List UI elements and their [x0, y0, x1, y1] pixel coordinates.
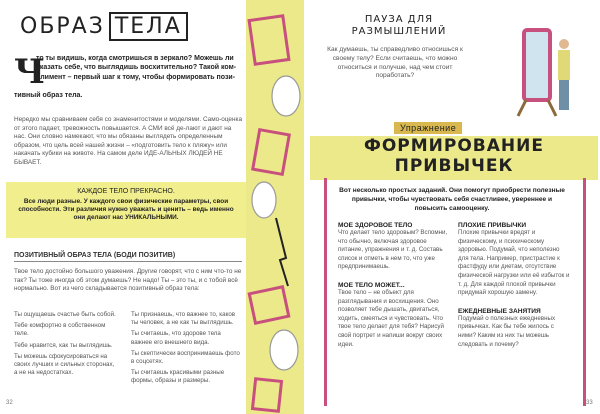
title-word-1: ОБРАЗ	[20, 14, 105, 39]
exercise-column-1	[338, 222, 448, 349]
left-page	[0, 0, 246, 414]
page-number-left: 32	[6, 400, 13, 406]
highlight-title: КАЖДОЕ ТЕЛО ПРЕКРАСНО.	[77, 188, 175, 195]
list-item: Ты признаешь, что важнее то, каков ты человек, а не как ты выглядишь.	[131, 311, 236, 327]
intro-line: то ты видишь, когда смотришься в зеркало? Можешь ли	[36, 55, 234, 62]
pause-title: ПАУЗА ДЛЯ РАЗМЫШЛЕНИЙ	[351, 14, 447, 37]
drop-cap: Ч	[14, 52, 46, 92]
list-item: Ты можешь сфокусироваться на своих лучших и сильных сторонах, а не на недостатках.	[14, 352, 115, 377]
exercise-title: ФОРМИРОВАНИЕ ПРИВЫЧЕК	[363, 136, 544, 176]
list-item: Ты считаешь, что здорове тела важнее его внешнего вида.	[131, 330, 221, 346]
task-heading: ЕЖЕДНЕВНЫЕ ЗАНЯТИЯ	[458, 307, 541, 315]
intro-last-line: тивный образ тела.	[14, 92, 83, 99]
section-divider	[14, 261, 242, 262]
list-item: Тебе комфортно в собственном теле.	[14, 322, 106, 338]
exercise-intro: Вот несколько простых заданий. Они помогут приобрести полезные привычки, чтобы чувствовать себя счастливее, увереннее и повысить самооценку.	[339, 187, 565, 212]
bullet-column-2	[131, 311, 241, 389]
intro-text	[36, 54, 242, 82]
pause-body: Как думаешь, ты справедливо относишься к своему телу? Если считаешь, что можно относиться и получше, над чем стоит поработать?	[327, 46, 463, 80]
section-heading: ПОЗИТИВНЫЙ ОБРАЗ ТЕЛА (БОДИ ПОЗИТИВ)	[14, 252, 176, 259]
bullet-column-1	[14, 311, 118, 380]
list-item: Тебе нравится, как ты выглядишь.	[14, 341, 113, 349]
page-number-right: 33	[586, 400, 593, 406]
body-paragraph-2: Твое тело достойно большого уважения. Другие говорят, что с ним что-то не так? Ты тоже иногда об этом думаешь? Не надо! Ты – это ты, и с тобой всё нормально. Вот из чего складывается позитивный образ тела:	[14, 268, 242, 293]
list-item: Ты считаешь красивыми разные формы, образы и размеры.	[131, 369, 225, 385]
exercise-column-2	[458, 222, 570, 349]
list-item: Ты скептически воспринимаешь фото в соцсетях.	[131, 349, 240, 366]
mirror-illustration	[504, 20, 584, 120]
intro-line: сказать себе, что выглядишь восхитительно? Такой ком-	[36, 64, 237, 72]
task-heading: МОЕ ТЕЛО МОЖЕТ...	[338, 281, 405, 289]
decorative-strip	[246, 0, 304, 414]
task-body: Плохие привычки вредят и физическому, и психическому здоровью. Подумай, что неполезно для тела. Например, пристрастие к фастфуду или диетам, отсутствие физической нагрузки или её избыток и т. д. Для каждой плохой привычки придумай хорошую замену.	[458, 229, 570, 297]
intro-line: плимент – первый шаг к тому, чтобы формировать пози-	[36, 73, 236, 81]
task-heading: МОЕ ЗДОРОВОЕ ТЕЛО	[338, 222, 413, 229]
task-heading: ПЛОХИЕ ПРИВЫЧКИ	[458, 222, 527, 229]
task-body: Что делает тело здоровым? Вспомни, что обычно, включая здоровое питание, упражнения и т. д. Составь список и отметь в нем то, что уже предпринимаешь.	[338, 229, 448, 271]
task-body: Подумай о полезных ежедневных привычках. Как бы тебе жилось с ними? Каким из них ты можешь следовать и почему?	[458, 314, 556, 348]
title-word-2: ТЕЛА	[109, 12, 188, 41]
body-paragraph-1: Нередко мы сравниваем себя со знаменитостями и моделями. Само-оценка от этого падает, тревожность повышается. А СМИ всё де-лают и дают на нас. Они словно намекают, что мы обязаны выглядеть определенным образом, что цель всей нашей жизни – «подготовить тело к пляжу» или накачать кубики на животе. На самом деле ИДЕ-АЛЬНЫХ ЛЮДЕЙ НЕ БЫВАЕТ.	[14, 116, 243, 166]
mirror-illustrations	[246, 0, 304, 414]
page-title	[20, 14, 188, 39]
highlight-body: Все люди разные. У каждого свои физические параметры, свои способности. Эти различия нужно уважать и ценить – ведь именно они делают нас УНИКАЛЬНЫМИ.	[18, 198, 234, 222]
task-body: Твое тело – не объект для разглядывания и восхищения. Оно позволяет тебе дышать, двигаться, ходить, смеяться и чувствовать. Что твое тело делает для тебя? Нарисуй свой портрет и напиши вокруг своих идеи.	[338, 288, 444, 348]
exercise-label: Упражнение	[394, 122, 462, 134]
right-page	[304, 0, 600, 414]
list-item: Ты ощущаешь счастье быть собой.	[14, 311, 116, 318]
